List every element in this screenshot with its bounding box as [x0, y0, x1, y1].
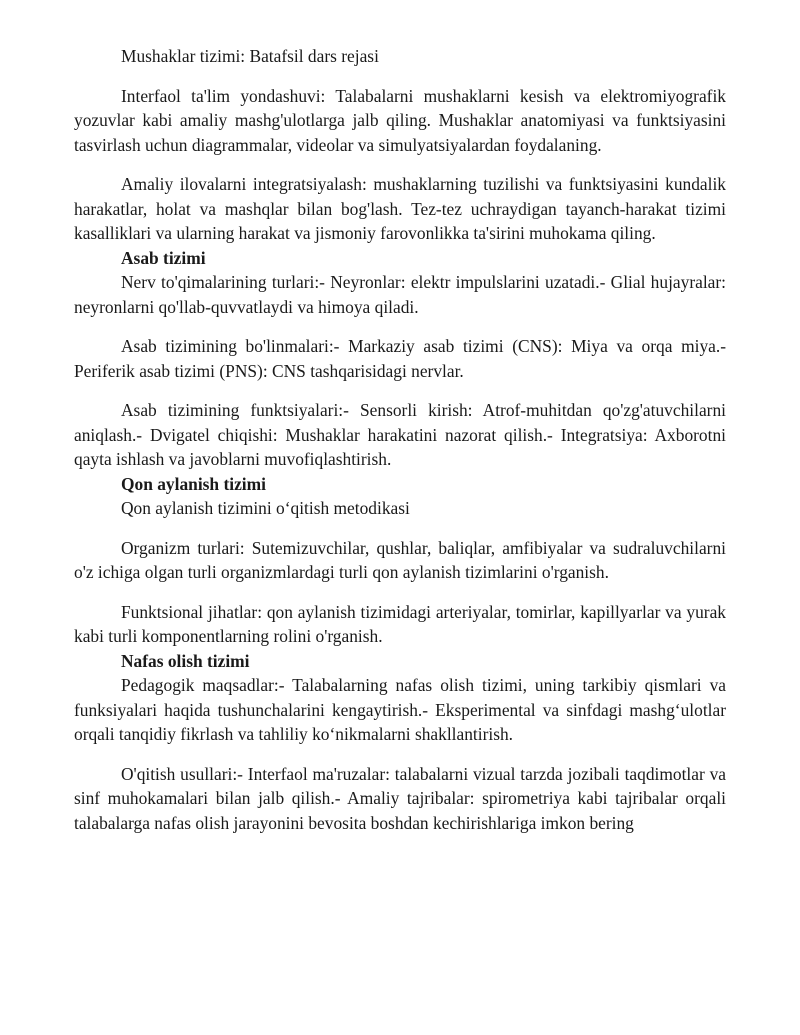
heading-circulatory-system: Qon aylanish tizimi [121, 473, 266, 494]
page-title: Mushaklar tizimi: Batafsil dars rejasi [121, 46, 379, 66]
paragraph-teaching-methods: O'qitish usullari:- Interfaol ma'ruzalar: talabalarni vizual tarzda jozibali taqdimotlar va sinf muhokamalari bilan jalb qilish.- Amaliy tajribalar: spirometriya kabi tajribalar orqali talabalarga nafas olish jarayonini bevosita boshdan kechirishlariga imkon bering [74, 763, 726, 833]
paragraph-nerve-tissue-types: Nerv to'qimalarining turlari:- Neyronlar: elektr impulslarini uzatadi.- Glial hujayralar: neyronlarni qo'llab-quvvatlaydi va himoya qiladi. [74, 272, 726, 317]
paragraph-practical-applications: Amaliy ilovalarni integratsiyalash: mushaklarning tuzilishi va funktsiyasini kundalik harakatlar, holat va mashqlar bilan bog'lash. Tez-tez uchraydigan tayanch-harakat tizimi kasalliklari va ularning harakat va jismoniy farovonlikka ta'sirini muhokama qiling. [74, 174, 726, 243]
paragraph-pedagogical-goals: Pedagogik maqsadlar:- Talabalarning nafas olish tizimi, uning tarkibiy qismlari va funksiyalari haqida tushunchalarini kengaytirish.- Eksperimental va sinfdagi mashgʻulotlar orqali tanqidiy fikrlash va tahliliy koʻnikmalarni shakllantirish. [74, 675, 726, 744]
paragraph-nervous-system-divisions: Asab tizimining bo'linmalari:- Markaziy asab tizimi (CNS): Miya va orqa miya.- Periferik asab tizimi (PNS): CNS tashqarisidagi nervlar. [74, 336, 726, 381]
paragraph-nervous-system-functions: Asab tizimining funktsiyalari:- Sensorli kirish: Atrof-muhitdan qo'zg'atuvchilarni aniqlash.- Dvigatel chiqishi: Mushaklar harakatini nazorat qilish.- Integratsiya: Axborotni qayta ishlash va javoblarni muvofiqlashtirish. [74, 400, 726, 469]
heading-respiratory-system: Nafas olish tizimi [121, 650, 250, 671]
paragraph-functional-aspects: Funktsional jihatlar: qon aylanish tizimidagi arteriyalar, tomirlar, kapillyarlar va yurak kabi turli komponentlarning rolini o'rganish. [74, 601, 726, 646]
paragraph-interactive-learning: Interfaol ta'lim yondashuvi: Talabalarni mushaklarni kesish va elektromiyografik yozuvlar kabi amaliy mashg'ulotlarga jalb qiling. Mushaklar anatomiyasi va funktsiyasini tasvirlash uchun diagrammalar, videolar va simulyatsiyalardan foydalaning. [74, 85, 726, 155]
subheading-circulatory-methodology: Qon aylanish tizimini oʻqitish metodikasi [121, 498, 410, 518]
paragraph-organism-types: Organizm turlari: Sutemizuvchilar, qushlar, baliqlar, amfibiyalar va sudraluvchilarni o'z ichiga olgan turli organizmlardagi turli qon aylanish tizimlarini o'rganish. [74, 537, 726, 582]
heading-nervous-system: Asab tizimi [121, 247, 206, 268]
